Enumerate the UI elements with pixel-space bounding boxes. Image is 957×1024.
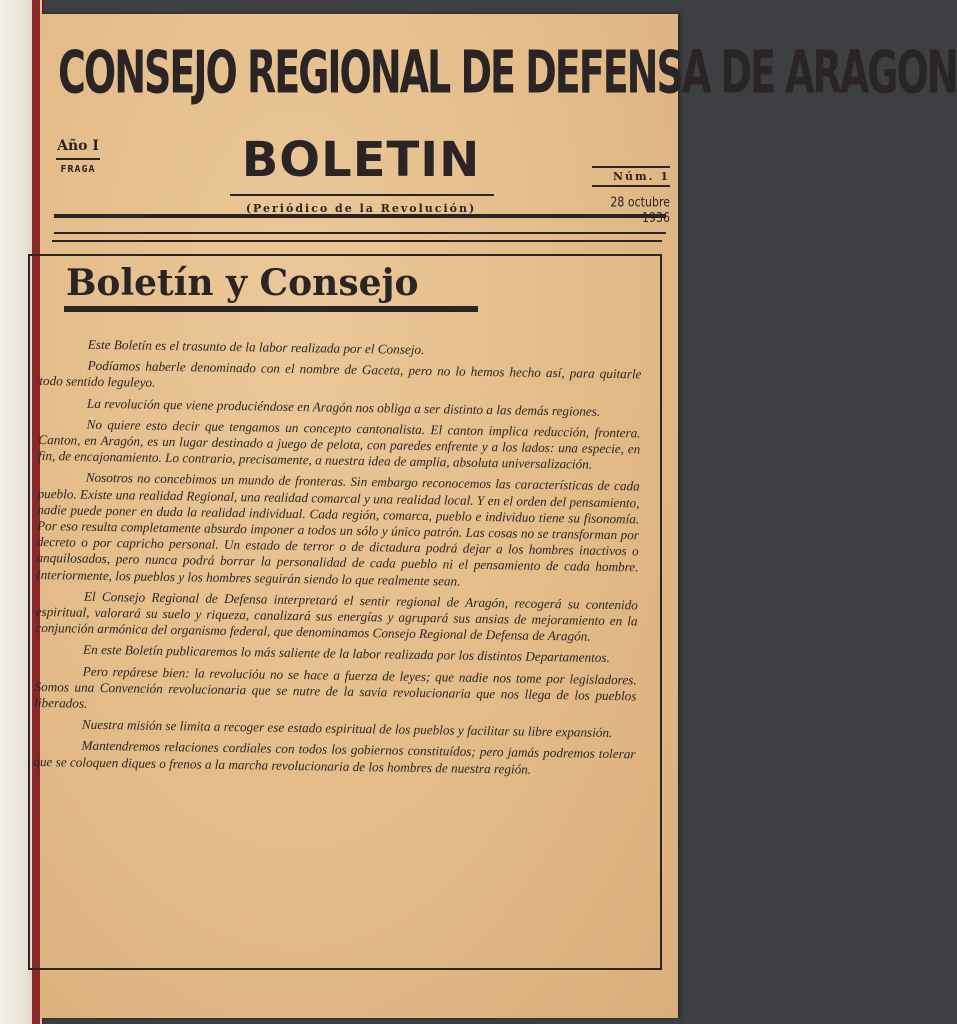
article-title: Boletín y Consejo: [66, 262, 419, 304]
article-paragraph: La revolución que viene produciéndose en Aragón nos obliga a ser distinto a las demás regiones.: [86, 395, 601, 419]
year-label: Año I: [57, 138, 99, 154]
article-paragraph: El Consejo Regional de Defensa interpretará el sentir regional de Aragón, recogerá su contenido espiritual, valorará su suelo y riqueza, canalizará sus energías y agrupará sus ansias de mejoramiento en la conjunción armónica del organismo federal, que denominamos Consejo Regional de Defensa de Aragón.: [35, 588, 638, 644]
article-paragraph: Este Boletín es el trasunto de la labor realizada por el Consejo.: [87, 336, 425, 358]
article-paragraph: Mantendremos relaciones cordiales con todos los gobiernos constituídos; pero jamás podremos tolerar que se coloquen diques o frenos a la marcha revolucionaria de los hombres de nuestra región.: [33, 738, 636, 777]
article-body: [33, 336, 642, 784]
article-paragraph: Nuestra misión se limita a recoger ese estado espiritual de los pueblos y facilitar su libre expansión.: [81, 716, 613, 741]
newspaper-title: BOLETIN: [241, 132, 481, 188]
left-info: [56, 138, 100, 175]
newspaper-page: [33, 14, 957, 1018]
divider: [56, 158, 100, 160]
frame-top-rule: [52, 240, 662, 242]
article-paragraph: Nosotros no concebimos un mundo de fronteras. Sin embargo reconocemos las características de cada pueblo. Existe una realidad Regional, una realidad comarcal y una realidad local. Y en el orden del pensamiento, nadie puede poner en duda la realidad individual. Cada región, comarca, pueblo e individuo tiene su fisonomía. Por eso resulta completamente absurdo imponer a todos un sólo y único patrón. Las cosas no se transforman por decreto o por capricho personal. Un estado de terror o de dictadura podrá dejar a los hombres inactivos o anquilosados, pero nunca podrá borrar la personalidad de cada pueblo ni el pensamiento de cada hombre. Interiormente, los pueblos y los hombres seguirán siendo lo que realmente sean.: [36, 470, 640, 589]
masthead: CONSEJO REGIONAL DE DEFENSA DE ARAGON: [58, 38, 957, 107]
title-rule: [230, 194, 494, 196]
article-paragraph: Podíamos haberle denominado con el nombre de Gaceta, pero no lo hemos hecho así, para quitarle todo sentido leguleyo.: [39, 357, 642, 391]
article-title-rule: [64, 306, 478, 312]
newspaper-subtitle: (Periódico de la Revolución): [245, 202, 477, 215]
header-band: [54, 214, 666, 234]
divider: [592, 185, 670, 187]
issue-date: 28 octubre 1936: [610, 194, 670, 226]
divider: [592, 166, 670, 168]
article-paragraph: No quiere esto decir que tengamos un concepto cantonalista. El canton implica reducción, frontera. Canton, en Aragón, es un lugar destinado a juego de pelota, con paredes enfrente y a los lados: una especie, en fin, de encajonamiento. Lo contrario, precisamente, a nuestra idea de amplia, absoluta universalización.: [38, 416, 641, 472]
article-paragraph: En este Boletín publicaremos lo más saliente de la labor realizada por los distintos Departamentos.: [82, 642, 610, 666]
article-paragraph: Pero repárese bien: la revolucióu no se hace a fuerza de leyes; que nadie nos tome por legisladores. Somos una Convención revolucionaria que se nutre de la savia revolucionaria que nos llega de los pueblos liberados.: [34, 663, 637, 711]
place-label: FRAGA: [60, 164, 96, 175]
issue-number: Núm. 1: [612, 170, 670, 183]
